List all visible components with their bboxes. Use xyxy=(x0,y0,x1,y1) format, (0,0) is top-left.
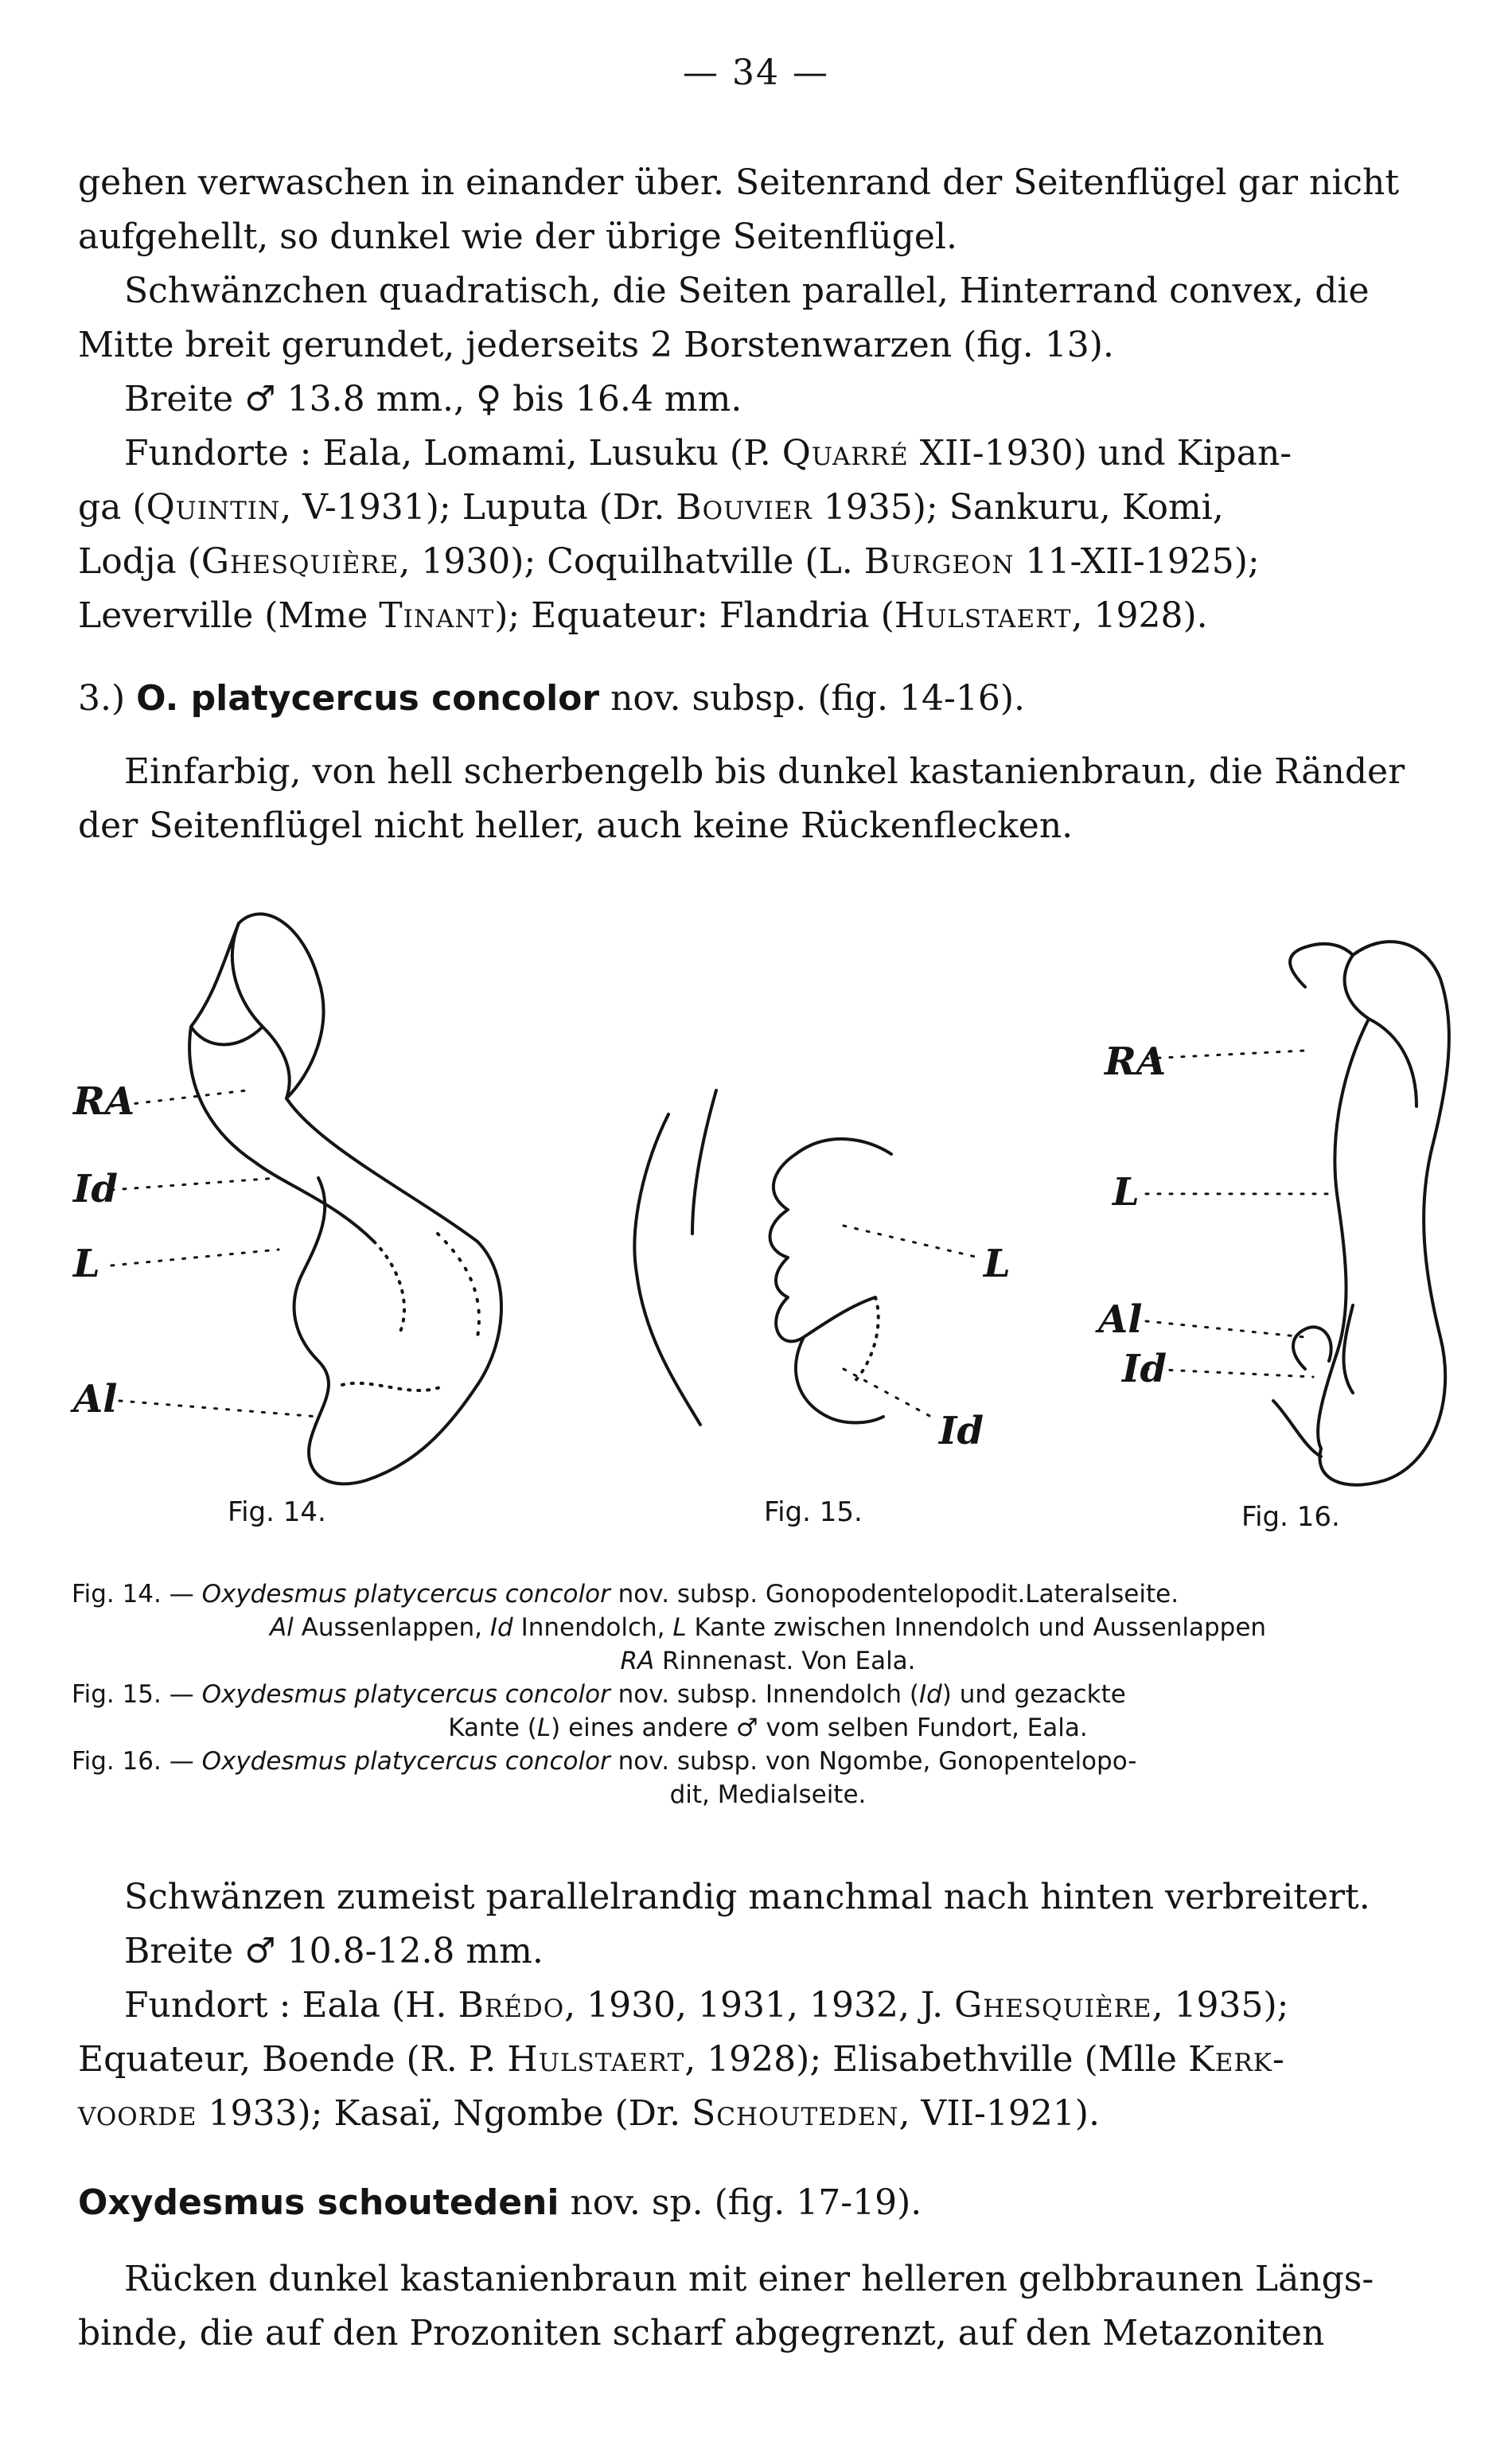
text-line: Schwänzen zumeist parallelrandig manchmal nach hinten verbreitert. xyxy=(124,1877,1370,1917)
taxon-name: Oxydesmus platycercus concolor xyxy=(201,1747,610,1776)
text-span: 11-XII-1925); xyxy=(1014,541,1260,582)
collector-name: Quarré xyxy=(781,433,909,474)
text-span: nov. subsp. von Ngombe, Gonopentelopo- xyxy=(610,1747,1137,1776)
collector-name: Ghesquière xyxy=(201,541,399,582)
caption-line xyxy=(72,1745,1464,1778)
text-span: , 1930, 1931, 1932, J. xyxy=(564,1985,955,2026)
collector-name: Hulstaert xyxy=(894,595,1072,636)
text-span: nov. subsp. Innendolch ( xyxy=(610,1680,919,1709)
text-span: Equateur, Boende (R. P. xyxy=(78,2039,508,2080)
fig15-label: Fig. 15. xyxy=(764,1496,863,1528)
label-al: Al xyxy=(73,1377,118,1421)
text-span: Kante zwischen Innendolch und Aussenlappen xyxy=(686,1613,1267,1642)
collector-name: Kerk- xyxy=(1187,2039,1285,2080)
text-span: ) eines andere ♂ vom selben Fundort, Eala. xyxy=(551,1714,1088,1742)
text-span: Innendolch, xyxy=(512,1613,673,1642)
text-line xyxy=(78,535,1464,589)
label-l: L xyxy=(73,1242,100,1286)
text-span: ga ( xyxy=(78,487,146,528)
text-span: Lodja ( xyxy=(78,541,201,582)
text-span: Fundorte : Eala, Lomami, Lusuku (P. xyxy=(124,433,782,474)
label-ra: RA xyxy=(1105,1039,1167,1084)
text-line: Einfarbig, von hell scherbengelb bis dunkel kastanienbraun, die Ränder xyxy=(124,751,1405,792)
fig16-drawing xyxy=(1273,942,1449,1485)
collector-name: Bouvier xyxy=(676,487,813,528)
caption-line xyxy=(72,1644,1464,1678)
taxon-name: Oxydesmus platycercus concolor xyxy=(201,1580,610,1609)
text-line: Mitte breit gerundet, jederseits 2 Borstenwarzen (fig. 13). xyxy=(78,325,1114,365)
text-span: 1935); Sankuru, Komi, xyxy=(812,487,1224,528)
text-span: Fig. 16. — xyxy=(72,1747,202,1776)
collector-name: Burgeon xyxy=(863,541,1015,582)
text-span: , 1930); Coquilhatville (L. xyxy=(399,541,864,582)
paragraph-new-species xyxy=(78,2252,1464,2361)
text-span: ); Equateur: Flandria ( xyxy=(494,595,894,636)
caption-line xyxy=(72,1678,1464,1711)
paragraph-variation xyxy=(78,1870,1464,2141)
heading-rest: nov. subsp. (fig. 14-16). xyxy=(599,678,1025,719)
figure-captions xyxy=(72,1577,1464,1811)
text-line xyxy=(78,1979,1464,2033)
section-heading xyxy=(78,2178,922,2229)
abbrev: RA xyxy=(620,1647,655,1675)
collector-name: Hulstaert xyxy=(507,2039,685,2080)
text-line: Breite ♂ 10.8-12.8 mm. xyxy=(124,1931,544,1971)
text-line: binde, die auf den Prozoniten scharf abgegrenzt, auf den Metazoniten xyxy=(78,2313,1325,2353)
label-ra: RA xyxy=(73,1079,135,1124)
fig16-label: Fig. 16. xyxy=(1241,1501,1340,1533)
text-span: , VII-1921). xyxy=(898,2093,1100,2134)
text-span: Aussenlappen, xyxy=(293,1613,490,1642)
collector-name: Tinant xyxy=(379,595,495,636)
text-line xyxy=(78,589,1464,643)
fig15-drawing xyxy=(634,1090,891,1425)
caption-line xyxy=(72,1611,1464,1644)
label-l: L xyxy=(1113,1170,1140,1215)
text-span: nov. subsp. Gonopodentelopodit.Lateralseite. xyxy=(610,1580,1179,1609)
heading-number: 3.) xyxy=(78,678,137,719)
text-line: der Seitenflügel nicht heller, auch keine Rückenflecken. xyxy=(78,805,1074,846)
abbrev: L xyxy=(672,1613,687,1642)
text-span: Rinnenast. Von Eala. xyxy=(654,1647,916,1675)
paragraph-description xyxy=(78,156,1464,427)
taxon-name: O. platycercus concolor xyxy=(136,678,600,719)
fig14-label: Fig. 14. xyxy=(228,1496,326,1528)
abbrev: Id xyxy=(489,1613,513,1642)
collector-name: Schouteden xyxy=(692,2093,899,2134)
text-span: , V-1931); Luputa (Dr. xyxy=(280,487,676,528)
paragraph-localities xyxy=(78,427,1464,643)
taxon-name: Oxydesmus schoutedeni xyxy=(78,2182,559,2223)
text-line: Breite ♂ 13.8 mm., ♀ bis 16.4 mm. xyxy=(124,379,742,419)
text-line: Rücken dunkel kastanienbraun mit einer helleren gelbbraunen Längs- xyxy=(124,2259,1374,2299)
figure-drawings xyxy=(0,891,1512,1544)
collector-name: Brédo xyxy=(458,1985,565,2026)
collector-name: voorde xyxy=(78,2093,197,2134)
text-line xyxy=(78,481,1464,535)
text-span: XII-1930) und Kipan- xyxy=(908,433,1292,474)
text-span: Fundort : Eala (H. xyxy=(124,1985,458,2026)
text-line: gehen verwaschen in einander über. Seitenrand der Seitenflügel gar nicht xyxy=(78,162,1400,203)
text-span: , 1928). xyxy=(1071,595,1208,636)
section-heading xyxy=(78,673,1025,724)
text-span: Kante ( xyxy=(448,1714,537,1742)
text-span: Leverville (Mme xyxy=(78,595,380,636)
abbrev: Al xyxy=(269,1613,294,1642)
abbrev: Id xyxy=(918,1680,942,1709)
text-span: 1933); Kasaï, Ngombe (Dr. xyxy=(197,2093,692,2134)
text-span: , 1928); Elisabethville (Mlle xyxy=(684,2039,1188,2080)
taxon-name: Oxydesmus platycercus concolor xyxy=(201,1680,610,1709)
heading-rest: nov. sp. (fig. 17-19). xyxy=(559,2182,922,2223)
fig14-drawing xyxy=(189,914,501,1484)
text-span: , 1935); xyxy=(1152,1985,1289,2026)
abbrev: L xyxy=(536,1714,551,1742)
text-span: ) und gezackte xyxy=(941,1680,1126,1709)
label-id: Id xyxy=(939,1409,984,1453)
label-id: Id xyxy=(1122,1347,1167,1391)
page-number: — 34 — xyxy=(683,53,829,93)
text-span: Fig. 15. — xyxy=(72,1680,202,1709)
label-id: Id xyxy=(73,1167,119,1211)
text-line: Schwänzchen quadratisch, die Seiten parallel, Hinterrand convex, die xyxy=(124,271,1370,311)
caption-line xyxy=(72,1577,1464,1611)
text-line xyxy=(78,427,1464,481)
text-line xyxy=(78,2033,1464,2087)
paragraph-diagnosis xyxy=(78,745,1464,853)
figure-plate xyxy=(0,891,1512,1544)
text-line: aufgehellt, so dunkel wie der übrige Seitenflügel. xyxy=(78,216,957,257)
label-l: L xyxy=(984,1242,1011,1286)
caption-line xyxy=(72,1711,1464,1745)
label-al: Al xyxy=(1098,1297,1143,1342)
collector-name: Ghesquière xyxy=(954,1985,1152,2026)
text-span: Fig. 14. — xyxy=(72,1580,202,1609)
caption-line: dit, Medialseite. xyxy=(669,1780,867,1809)
text-line xyxy=(78,2087,1464,2141)
collector-name: Quintin xyxy=(146,487,281,528)
